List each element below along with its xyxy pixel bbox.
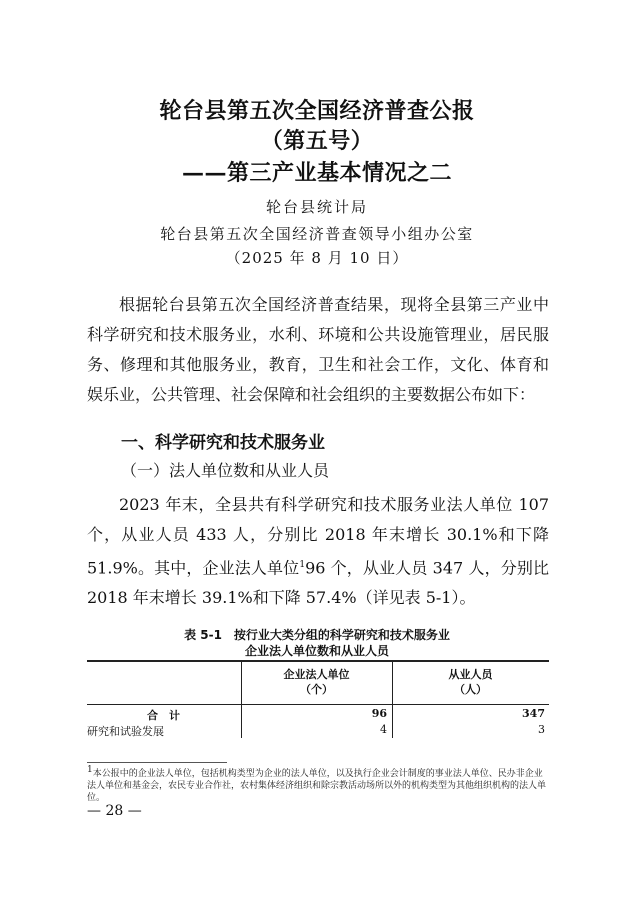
intro-paragraph: 根据轮台县第五次全国经济普查结果，现将全县第三产业中科学研究和技术服务业，水利、环境和公共设施管理业，居民服务、修理和其他服务业，教育，卫生和社会工作，文化、体育和娱乐业，公共管理、社会保障和社会组织的主要数据公布如下：	[87, 295, 549, 404]
table-cell-persons: 347	[522, 707, 545, 720]
page-number: — 28 —	[87, 803, 142, 819]
footnote-separator	[87, 762, 227, 763]
document-number: （第五号）	[260, 128, 374, 154]
issuer-office: 轮台县第五次全国经济普查领导小组办公室	[160, 225, 474, 243]
document-subtitle: ——第三产业基本情况之二	[181, 160, 452, 186]
column-header-units	[241, 667, 392, 697]
body-paragraph-part2: 96 个，从业人员 347 人，分别比 2018 年末增长 39.1%和下降 57.4%（详见表 5-1）。	[87, 558, 549, 608]
footnote-reference: 1	[299, 560, 306, 570]
table-row-label: 合 计	[147, 709, 180, 722]
table-row-label: 研究和试验发展	[87, 725, 164, 738]
issuer-bureau: 轮台县统计局	[265, 198, 368, 216]
document-title: 轮台县第五次全国经济普查公报	[159, 98, 475, 124]
footnote-mark: 1	[87, 765, 93, 775]
table-cell-units: 96	[371, 707, 387, 720]
table-cell-persons: 3	[538, 723, 545, 736]
column-header-units-unit: （个）	[300, 683, 333, 696]
table-caption: 表 5-1 按行业大类分组的科学研究和技术服务业	[184, 628, 450, 642]
table-cell-units: 4	[380, 723, 387, 736]
table-header-rule	[87, 704, 549, 705]
footnote	[87, 764, 549, 804]
column-header-persons-unit: （人）	[454, 683, 487, 696]
table-caption-continued: 企业法人单位数和从业人员	[244, 644, 389, 658]
body-paragraph-part1: 2023 年末，全县共有科学研究和技术服务业法人单位 107 个，从业人员 433 人，分别比 2018 年末增长 30.1%和下降 51.9%。其中，企业法人单位	[87, 495, 549, 578]
column-header-persons-label: 从业人员	[448, 668, 493, 681]
table-top-rule	[87, 660, 549, 662]
publish-date: （2025 年 8 月 10 日）	[225, 249, 409, 267]
column-header-units-label: 企业法人单位	[283, 668, 350, 681]
body-paragraph	[87, 490, 549, 613]
column-header-persons	[392, 667, 549, 697]
footnote-text: 本公报中的企业法人单位，包括机构类型为企业的法人单位，以及执行企业会计制度的事业法人单位、民办非企业法人单位和基金会，农民专业合作社，农村集体经济组织和除宗教活动场所以外的机构类型为其他组织机构的法人单位。	[87, 769, 547, 803]
subsection-heading: （一）法人单位数和从业人员	[121, 461, 330, 480]
section-heading: 一、科学研究和技术服务业	[121, 433, 325, 453]
